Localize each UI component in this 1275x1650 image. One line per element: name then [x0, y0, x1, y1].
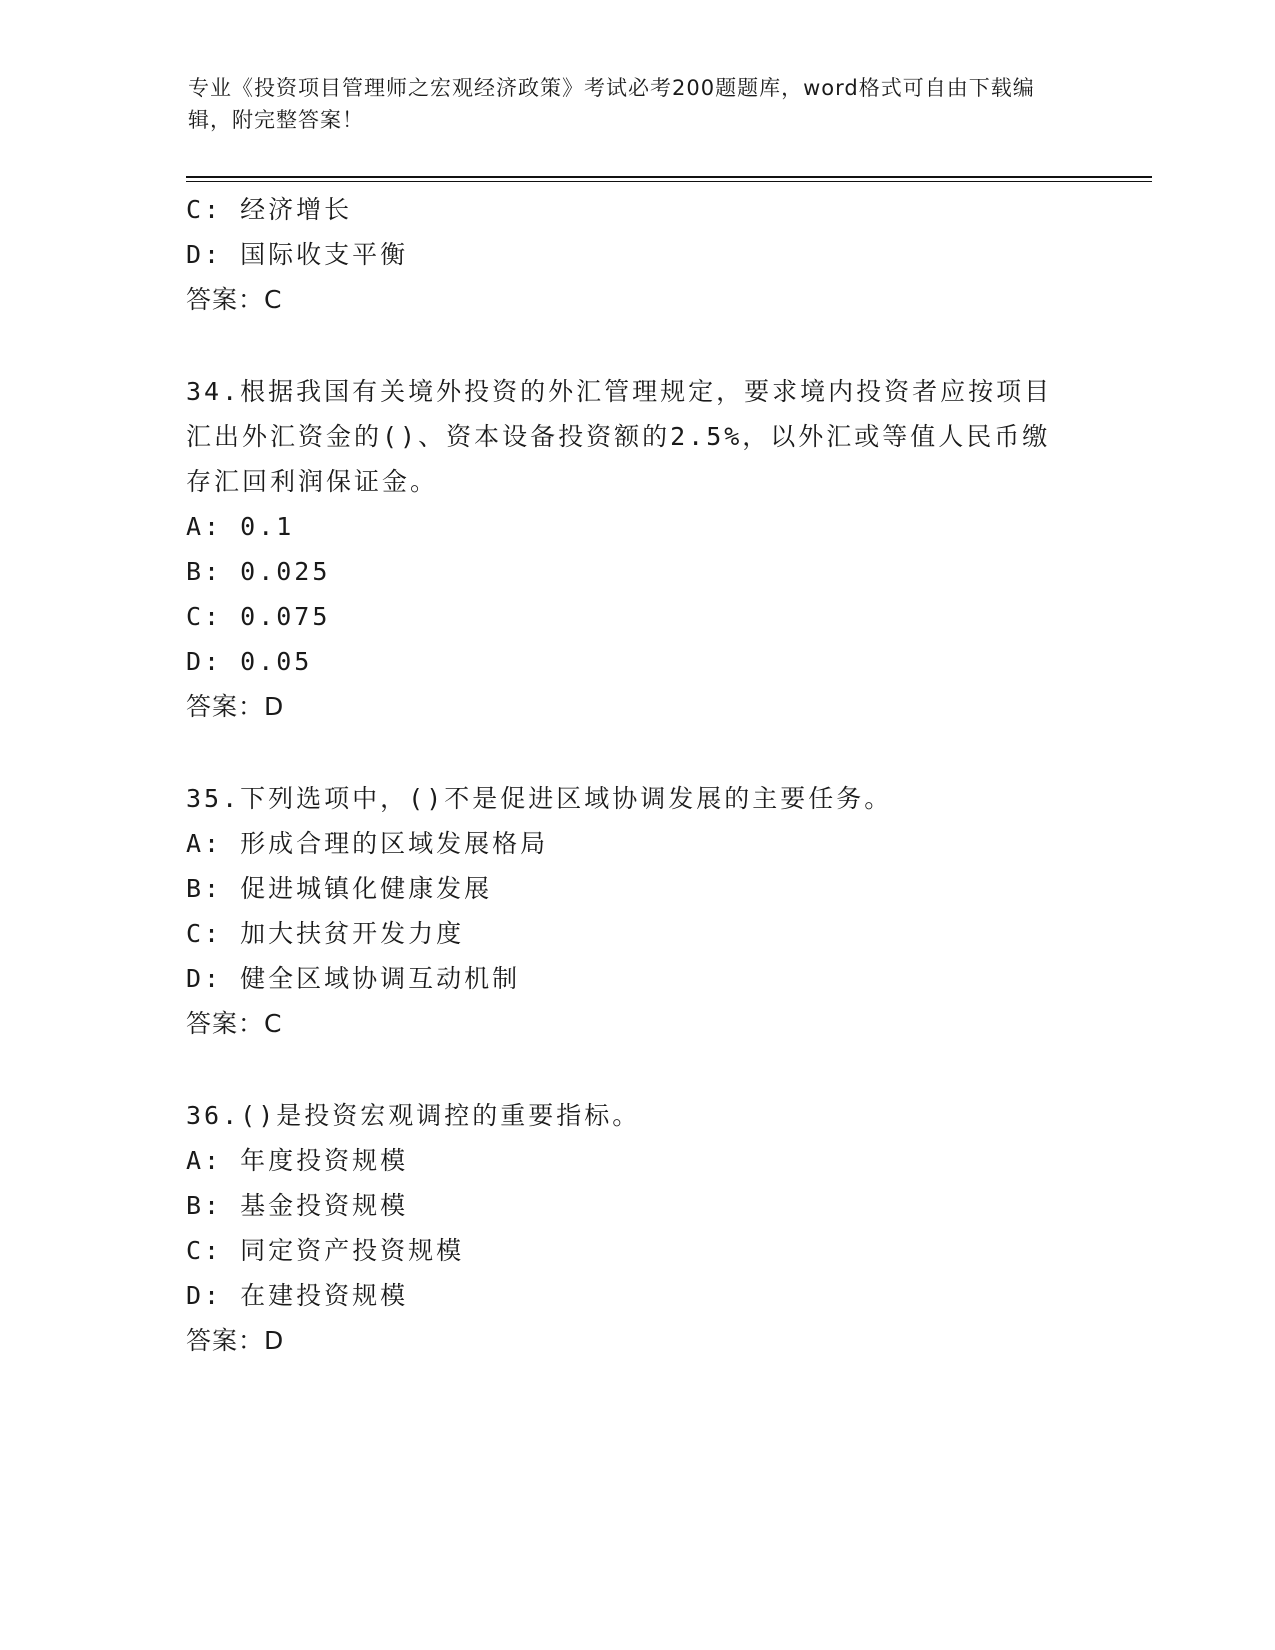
- question-list: [186, 187, 1086, 1363]
- option-c: C: 同定资产投资规模: [186, 1236, 465, 1265]
- option-d: D: 健全区域协调互动机制: [186, 964, 521, 993]
- question-block-33: [186, 187, 1086, 322]
- answer-line: 答案：D: [186, 692, 285, 721]
- answer-line: 答案：C: [186, 285, 283, 314]
- option-b: B: 促进城镇化健康发展: [186, 874, 493, 903]
- question-block-35: [186, 776, 1086, 1046]
- option-d: D: 国际收支平衡: [186, 240, 409, 269]
- option-d: D: 0.05: [186, 647, 313, 676]
- document-header: 专业《投资项目管理师之宏观经济政策》考试必考200题题库，word格式可自由下载编辑，附完整答案！: [188, 76, 1035, 132]
- option-c: C: 经济增长: [186, 195, 353, 224]
- option-c: C: 加大扶贫开发力度: [186, 919, 465, 948]
- question-block-36: [186, 1093, 1086, 1363]
- option-a: A: 0.1: [186, 512, 295, 541]
- option-a: A: 年度投资规模: [186, 1146, 409, 1175]
- header-divider: [186, 176, 1152, 182]
- option-c: C: 0.075: [186, 602, 331, 631]
- question-text: 35.下列选项中，()不是促进区域协调发展的主要任务。: [186, 784, 893, 813]
- option-b: B: 基金投资规模: [186, 1191, 409, 1220]
- option-d: D: 在建投资规模: [186, 1281, 409, 1310]
- answer-line: 答案：C: [186, 1009, 283, 1038]
- question-block-34: [186, 369, 1086, 729]
- option-a: A: 形成合理的区域发展格局: [186, 829, 549, 858]
- option-b: B: 0.025: [186, 557, 331, 586]
- question-text: 36.()是投资宏观调控的重要指标。: [186, 1101, 641, 1130]
- question-text: 34.根据我国有关境外投资的外汇管理规定，要求境内投资者应按项目汇出外汇资金的()、资本设备投资额的2.5%，以外汇或等值人民币缴存汇回利润保证金。: [186, 377, 1053, 496]
- answer-line: 答案：D: [186, 1326, 285, 1355]
